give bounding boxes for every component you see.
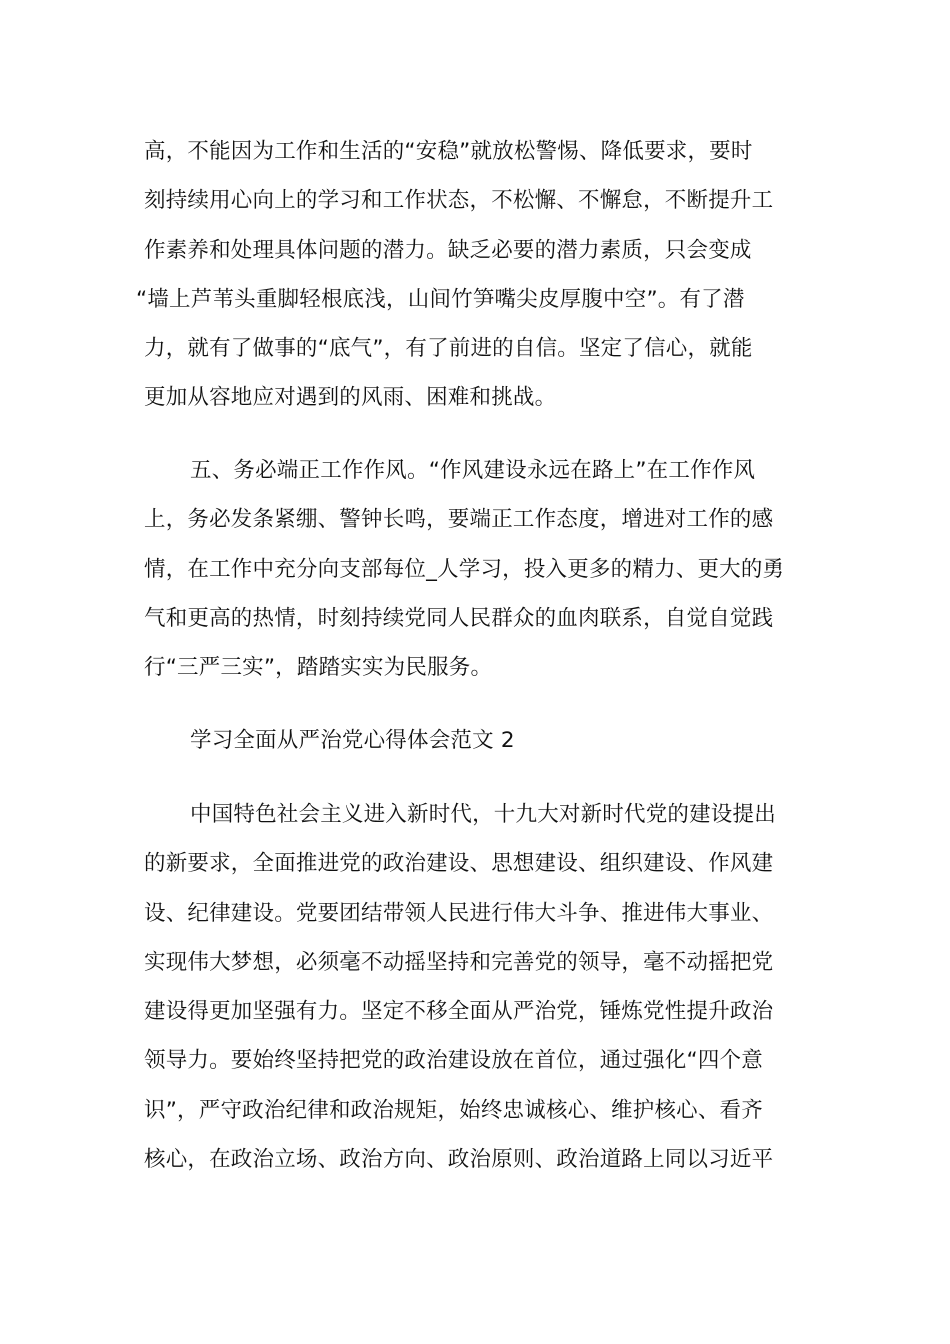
text-line: 刻持续用心向上的学习和工作状态，不松懈、不懈怠，不断提升工	[144, 188, 774, 214]
essay-title	[144, 716, 806, 765]
text-line: 力，就有了做事的“底气”，有了前进的自信。坚定了信心，就能	[144, 336, 753, 362]
essay-title-text: 学习全面从严治党心得体会范文 2	[190, 728, 515, 753]
text-line: 气和更高的热情，时刻持续党同人民群众的血肉联系，自觉自觉践	[144, 605, 774, 631]
text-line: 实现伟大梦想，必须毫不动摇坚持和完善党的领导，毫不动摇把党	[144, 949, 774, 975]
text-line: 的新要求，全面推进党的政治建设、思想建设、组织建设、作风建	[144, 851, 774, 877]
text-line: 建设得更加坚强有力。坚定不移全面从严治党，锤炼党性提升政治	[144, 999, 774, 1025]
text-line: 识”，严守政治纪律和政治规矩，始终忠诚核心、维护核心、看齐	[144, 1097, 763, 1123]
text-line: 中国特色社会主义进入新时代，十九大对新时代党的建设提出	[190, 802, 776, 827]
text-line: 五、务必端正工作作风。“作风建设永远在路上”在工作作风	[190, 458, 756, 483]
text-line: “墙上芦苇头重脚轻根底浅，山间竹笋嘴尖皮厚腹中空”。有了潜	[136, 286, 745, 312]
text-line: 领导力。要始终坚持把党的政治建设放在首位，通过强化“四个意	[144, 1048, 763, 1074]
text-line: 更加从容地应对遇到的风雨、困难和挑战。	[144, 385, 557, 411]
section-five-paragraph	[144, 446, 806, 692]
text-line: 核心，在政治立场、政治方向、政治原则、政治道路上同以习近平	[144, 1147, 774, 1173]
text-line: 情，在工作中充分向支部每位_人学习，投入更多的精力、更大的勇	[144, 556, 785, 582]
text-line: 行“三严三实”，踏踏实实为民服务。	[144, 655, 493, 681]
paragraph-continuation	[136, 127, 806, 423]
text-line: 作素养和处理具体问题的潜力。缺乏必要的潜力素质，只会变成	[144, 237, 752, 263]
essay-2-paragraph	[144, 790, 806, 1184]
text-line: 设、纪律建设。党要团结带领人民进行伟大斗争、推进伟大事业、	[144, 900, 774, 926]
text-line: 上，务必发条紧绷、警钟长鸣，要端正工作态度，增进对工作的感	[144, 507, 774, 533]
text-line: 高，不能因为工作和生活的“安稳”就放松警惕、降低要求，要时	[144, 139, 753, 164]
